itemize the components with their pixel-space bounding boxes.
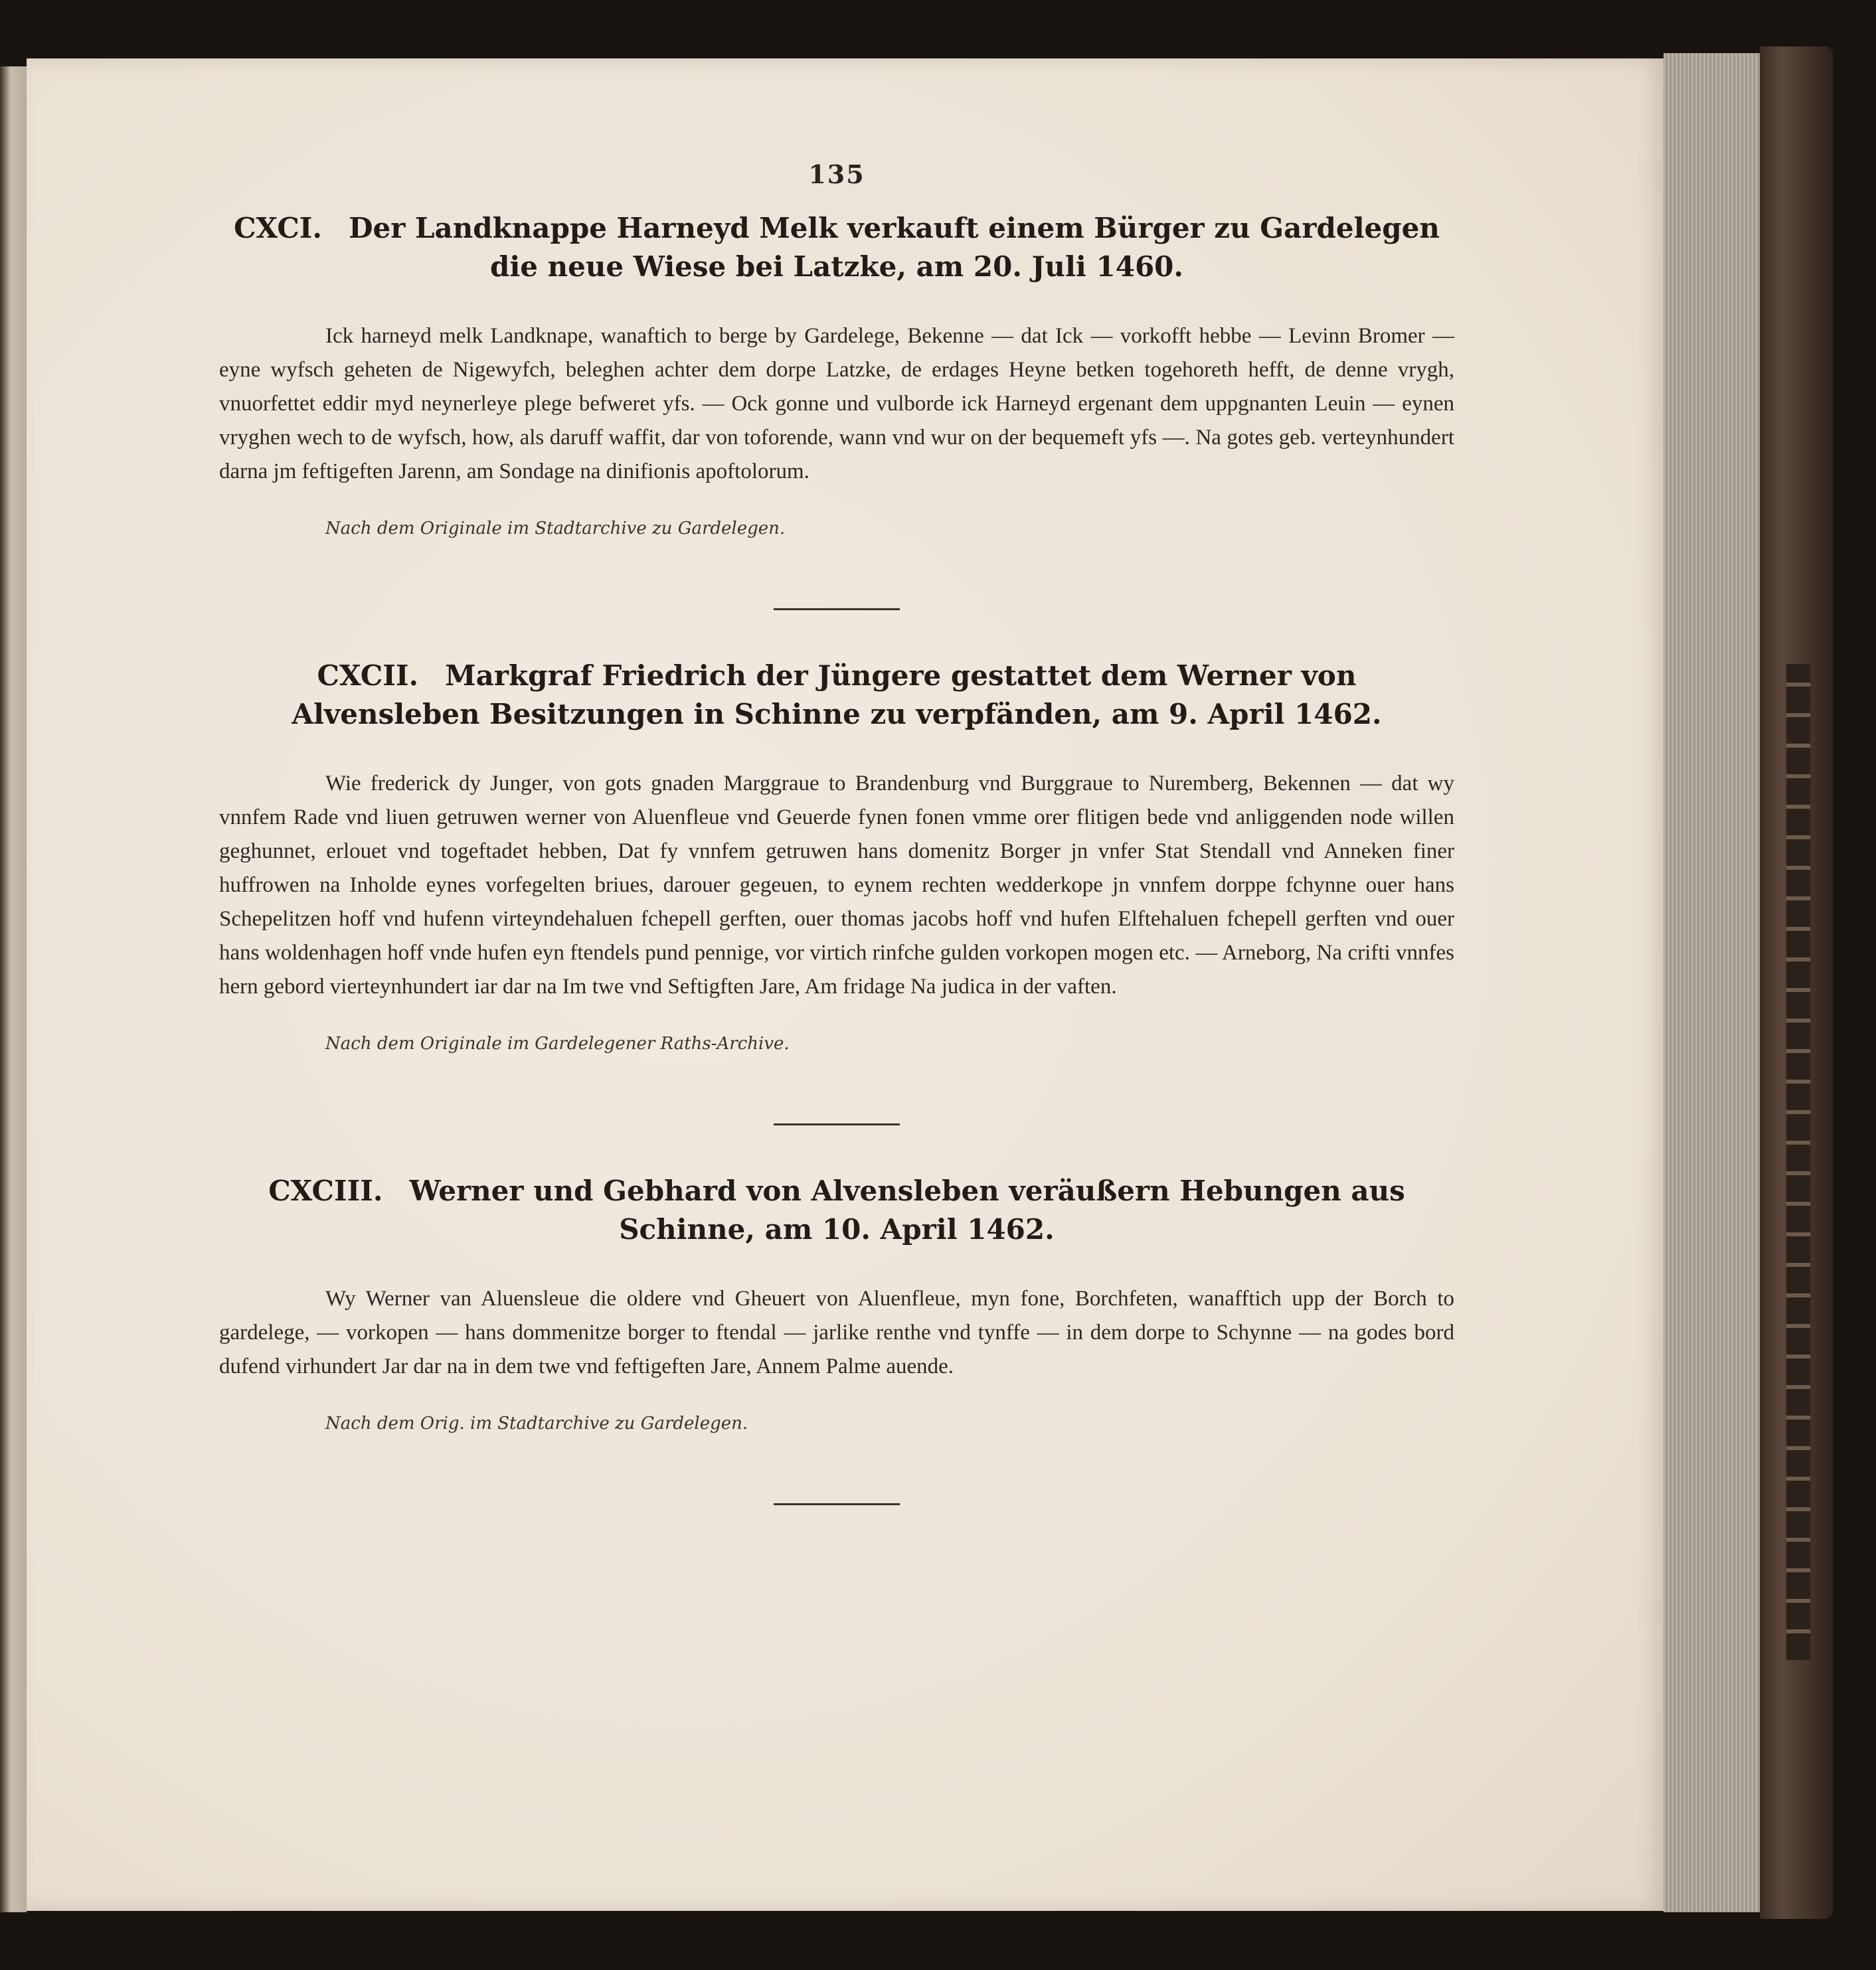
document-heading — [219, 1172, 1454, 1249]
document-number: CXCIII. — [268, 1175, 383, 1207]
section-divider — [774, 608, 900, 610]
section-divider — [774, 1503, 900, 1505]
document-number: CXCII. — [317, 659, 419, 692]
document-section — [219, 1172, 1454, 1437]
document-section — [219, 657, 1454, 1057]
document-heading — [219, 209, 1454, 286]
page-edges — [1663, 53, 1763, 1912]
page-number: 135 — [808, 159, 865, 189]
document-text: Wie frederick dy Junger, von gots gnaden Marggraue to Brandenburg vnd Burggraue to Nuremberg, Bekennen — dat wy vnnfem Rade vnd liuen getruwen werner von Aluenfleue vnd Geuerde fynen fonen vmme orer flitigen bede vnd anliggenden node willen geghunnet, erlouet vnd togeftadet hebben, Dat fy vnnfem getruwen hans domenitz Borger jn vnfer Stat Stendall vnd Anneken finer huffrowen na Inholde eynes vorfegelten briues, darouer gegeuen, to eynem rechten wedderkope jn vnnfem dorppe fchynne ouer hans Schepelitzen hoff vnd hufenn virteyndehaluen fchepell gerften, ouer thomas jacobs hoff vnd hufen Elftehaluen fchepell gerften vnd ouer hans woldenhagen hoff vnde hufen eyn ftendels pund pennige, vor virtich rinfche gulden vorkopen mogen etc. — Arneborg, Na crifti vnnfes hern gebord vierteynhundert iar dar na Im twe vnd Seftigften Jare, Am fridage Na judica in der vaften. — [219, 772, 1454, 999]
document-title: Werner und Gebhard von Alvensleben veräußern Hebungen aus Schinne, am 10. April 1462. — [409, 1175, 1405, 1246]
section-divider — [774, 1123, 900, 1125]
document-title: Markgraf Friedrich der Jüngere gestattet dem Werner von Alvensleben Besitzungen in Schinne zu verpfänden, am 9. April 1462. — [292, 659, 1382, 730]
document-title: Der Landknappe Harneyd Melk verkauft einem Bürger zu Gardelegen die neue Wiese bei Latzke, am 20. Juli 1460. — [349, 212, 1440, 283]
document-heading — [219, 657, 1454, 734]
document-text: Wy Werner van Aluensleue die oldere vnd Gheuert von Aluenfleue, myn fone, Borchfeten, wanafftich upp der Borch to gardelege, — vorkopen — hans dommenitze borger to ftendal — jarlike renthe vnd tynffe — in dem dorpe to Schynne — na godes bord dufend virhundert Jar dar na in dem twe vnd feftigeften Jare, Annem Palme auende. — [219, 1287, 1454, 1378]
document-source: Nach dem Originale im Stadtarchive zu Gardelegen. — [325, 519, 786, 538]
document-text: Ick harneyd melk Landknape, wanaftich to berge by Gardelege, Bekenne — dat Ick — vorkofft hebbe — Levinn Bromer — eyne wyfsch geheten de Nigewyfch, beleghen achter dem dorpe Latzke, de erdages Heyne betken togehoreth hefft, de denne vrygh, vnuorfettet eddir myd neynerleye plege befweret yfs. — Ock gonne und vulborde ick Harneyd ergenant dem uppgnanten Leuin — eynen vryghen wech to de wyfsch, how, als daruff waffit, dar von toforende, wann vnd wur on der bequemeft yfs —. Na gotes geb. verteynhundert darna jm feftigeften Jarenn, am Sondage na dinifionis apoftolorum. — [219, 324, 1454, 483]
document-number: CXCI. — [234, 212, 323, 244]
left-page-edge — [0, 66, 27, 1912]
document-section — [219, 209, 1454, 542]
spine-texture — [1786, 664, 1810, 1660]
document-source: Nach dem Originale im Gardelegener Raths-Archive. — [325, 1034, 790, 1054]
page-content — [219, 159, 1454, 1552]
document-source: Nach dem Orig. im Stadtarchive zu Gardelegen. — [325, 1414, 748, 1434]
